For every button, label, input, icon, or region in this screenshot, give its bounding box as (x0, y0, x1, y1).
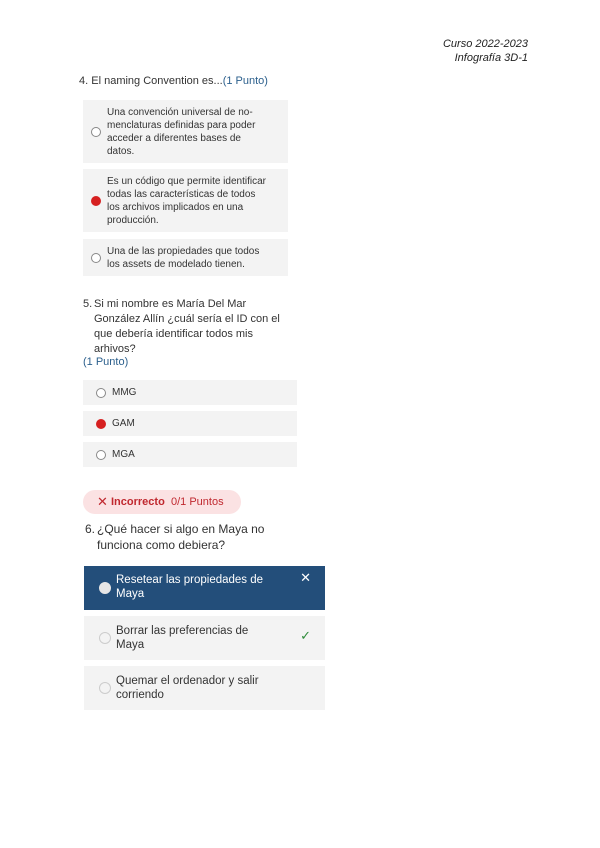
result-badge (83, 490, 241, 514)
question-5-number: 5. (83, 298, 93, 310)
option-line: menclaturas definidas para poder (107, 120, 256, 131)
option-label: MMG (112, 387, 137, 398)
option-line: Maya (116, 588, 145, 600)
radio-icon[interactable] (91, 253, 101, 263)
question-5-line: Si mi nombre es María Del Mar (94, 298, 247, 310)
radio-icon[interactable] (99, 682, 111, 694)
option-line: corriendo (116, 689, 164, 701)
radio-icon[interactable] (96, 450, 106, 460)
option-line: acceder a diferentes bases de (107, 133, 241, 144)
option-line: Quemar el ordenador y salir (116, 675, 259, 687)
option-line: Una de las propiedades que todos (107, 246, 260, 257)
q5-option-1[interactable] (83, 380, 297, 405)
question-5-points: (1 Punto) (83, 356, 129, 368)
check-icon: ✓ (300, 628, 311, 643)
option-line: Resetear las propiedades de (116, 574, 264, 586)
question-5-line: arhivos? (94, 343, 136, 355)
question-6-number: 6. (85, 522, 96, 536)
q5-option-3[interactable] (83, 442, 297, 467)
close-icon: ✕ (300, 570, 311, 585)
q6-option-2[interactable] (84, 616, 325, 660)
radio-selected-icon[interactable] (96, 419, 106, 429)
option-line: producción. (107, 215, 159, 226)
course-label: Curso 2022-2023 (442, 38, 528, 50)
option-line: Es un código que permite identificar (107, 176, 266, 187)
radio-selected-icon[interactable] (99, 582, 111, 594)
option-line: Maya (116, 639, 145, 651)
result-score: 0/1 Puntos (171, 496, 224, 508)
result-status: Incorrecto (111, 496, 165, 508)
close-icon: ✕ (97, 494, 108, 509)
q4-option-1[interactable] (83, 100, 288, 163)
radio-icon[interactable] (91, 127, 101, 137)
question-4-number: 4. (79, 75, 89, 87)
question-5-line: González Allín ¿cuál sería el ID con el (94, 313, 280, 325)
option-line: todas las características de todos (107, 189, 256, 200)
radio-icon[interactable] (99, 632, 111, 644)
option-line: Borrar las preferencias de (116, 625, 249, 637)
option-line: Una convención universal de no- (107, 107, 253, 118)
radio-selected-icon[interactable] (91, 196, 101, 206)
q6-option-3[interactable] (84, 666, 325, 710)
q6-option-1[interactable] (84, 566, 325, 610)
question-5-line: que debería identificar todos mis (94, 328, 253, 340)
question-4-text: El naming Convention es... (91, 75, 223, 87)
class-label: Infografía 3D-1 (454, 52, 528, 64)
q4-option-3[interactable] (83, 239, 288, 276)
option-label: GAM (112, 418, 135, 429)
option-line: los archivos implicados en una (107, 202, 244, 213)
radio-icon[interactable] (96, 388, 106, 398)
question-4-title (79, 75, 268, 87)
question-6-text: ¿Qué hacer si algo en Maya no funciona como debiera? (97, 522, 265, 552)
option-label: MGA (112, 449, 135, 460)
q5-option-2[interactable] (83, 411, 297, 436)
q4-option-2[interactable] (83, 169, 288, 232)
option-line: los assets de modelado tienen. (107, 259, 245, 270)
option-line: datos. (107, 146, 135, 157)
question-4-points: (1 Punto) (222, 75, 268, 87)
page-header (443, 37, 528, 65)
